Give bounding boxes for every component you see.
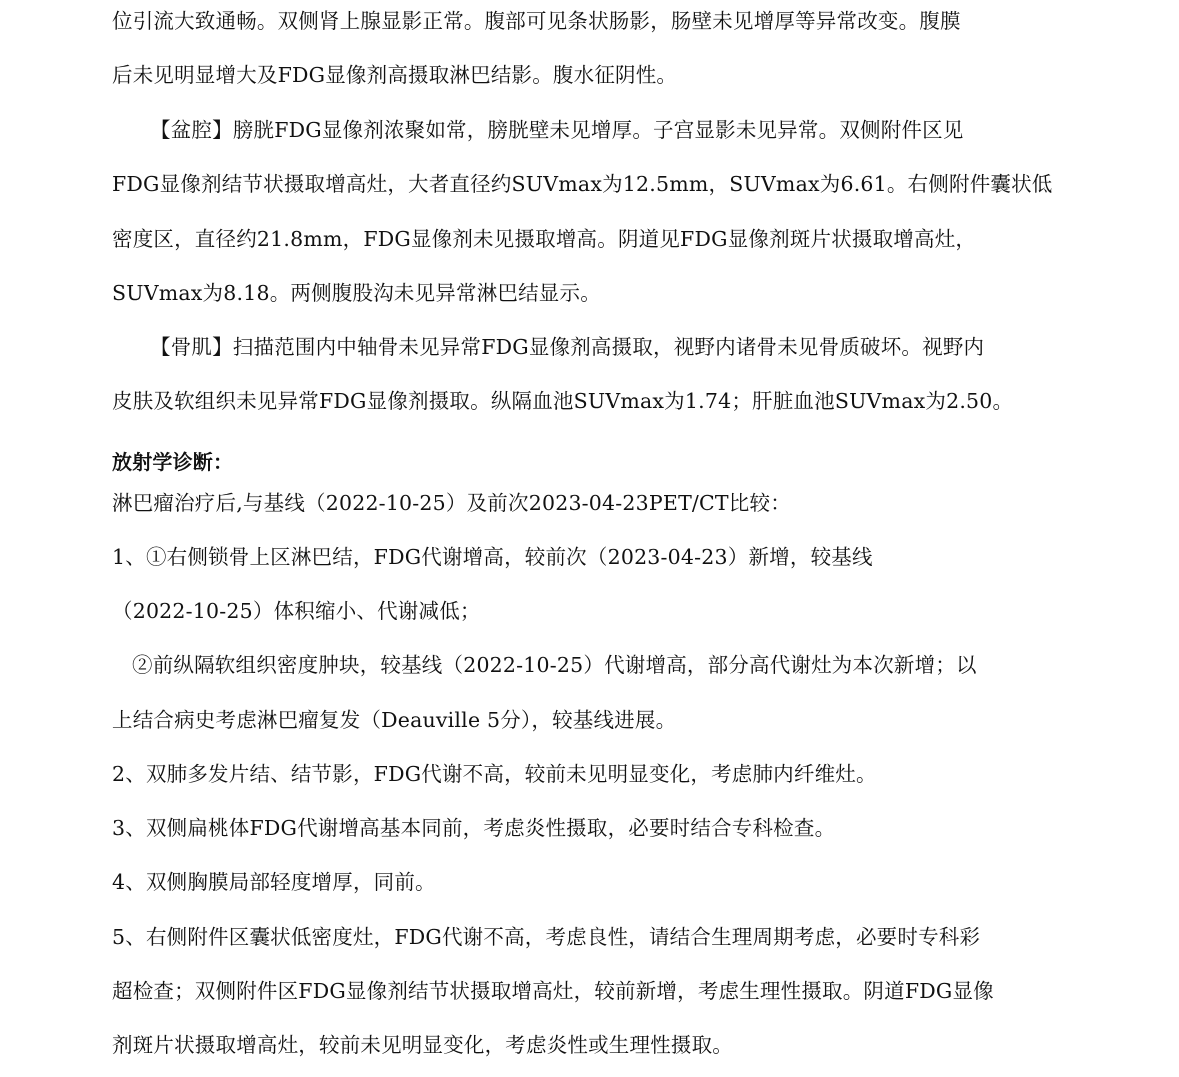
abdomen-line-1: 位引流大致通畅。双侧肾上腺显影正常。腹部可见条状肠影，肠壁未见增厚等异常改变。腹膜 xyxy=(112,9,961,33)
bone-line-2: 皮肤及软组织未见异常FDG显像剂摄取。纵隔血池SUVmax为1.74；肝脏血池SUVmax为2.50。 xyxy=(112,389,1014,413)
diagnosis-item5-line-1: 5、右侧附件区囊状低密度灶，FDG代谢不高，考虑良性，请结合生理周期考虑，必要时专科彩 xyxy=(112,925,981,949)
diagnosis-item5-line-3: 剂斑片状摄取增高灶，较前未见明显变化，考虑炎性或生理性摄取。 xyxy=(112,1033,733,1057)
bone-line-1: 【骨肌】扫描范围内中轴骨未见异常FDG显像剂高摄取，视野内诸骨未见骨质破坏。视野内 xyxy=(150,335,985,359)
diagnosis-item1-line-2: （2022-10-25）体积缩小、代谢减低； xyxy=(112,599,481,623)
diagnosis-item1-line-1: 1、①右侧锁骨上区淋巴结，FDG代谢增高，较前次（2023-04-23）新增，较基线 xyxy=(112,545,873,569)
pelvis-line-1: 【盆腔】膀胱FDG显像剂浓聚如常，膀胱壁未见增厚。子宫显影未见异常。双侧附件区见 xyxy=(150,118,964,142)
diagnosis-item4: 4、双侧胸膜局部轻度增厚，同前。 xyxy=(112,870,436,894)
diagnosis-item2: 2、双肺多发片结、结节影，FDG代谢不高，较前未见明显变化，考虑肺内纤维灶。 xyxy=(112,762,877,786)
pelvis-line-4: SUVmax为8.18。两侧腹股沟未见异常淋巴结显示。 xyxy=(112,281,601,305)
diagnosis-item1b-line-2: 上结合病史考虑淋巴瘤复发（Deauville 5分），较基线进展。 xyxy=(112,708,677,732)
diagnosis-intro: 淋巴瘤治疗后,与基线（2022-10-25）及前次2023-04-23PET/CT比较： xyxy=(112,491,791,515)
pelvis-line-2: FDG显像剂结节状摄取增高灶，大者直径约SUVmax为12.5mm，SUVmax为6.61。右侧附件囊状低 xyxy=(112,172,1053,196)
diagnosis-item1b-line-1: ②前纵隔软组织密度肿块，较基线（2022-10-25）代谢增高，部分高代谢灶为本次新增；以 xyxy=(132,653,977,677)
abdomen-line-2: 后未见明显增大及FDG显像剂高摄取淋巴结影。腹水征阴性。 xyxy=(112,63,678,87)
diagnosis-item5-line-2: 超检查；双侧附件区FDG显像剂结节状摄取增高灶，较前新增，考虑生理性摄取。阴道FDG显像 xyxy=(112,979,994,1003)
pelvis-line-3: 密度区，直径约21.8mm，FDG显像剂未见摄取增高。阴道见FDG显像剂斑片状摄取增高灶， xyxy=(112,227,977,251)
diagnosis-heading: 放射学诊断： xyxy=(112,450,234,474)
diagnosis-item3: 3、双侧扁桃体FDG代谢增高基本同前，考虑炎性摄取，必要时结合专科检查。 xyxy=(112,816,836,840)
